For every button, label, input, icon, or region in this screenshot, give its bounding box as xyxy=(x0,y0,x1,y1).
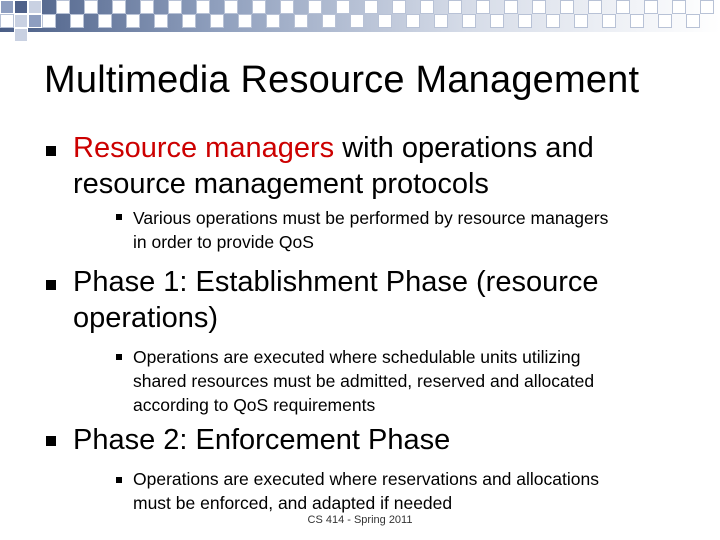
deco-square xyxy=(252,0,266,14)
sub-bullet-3-line-2: must be enforced, and adapted if needed xyxy=(133,493,453,513)
deco-square xyxy=(672,0,686,14)
deco-square xyxy=(476,0,490,14)
bullet-square-icon xyxy=(46,280,56,290)
slide-footer: CS 414 - Spring 2011 xyxy=(307,514,413,526)
deco-square xyxy=(560,0,574,14)
deco-square xyxy=(490,14,504,28)
deco-square xyxy=(14,14,28,28)
deco-square xyxy=(280,0,294,14)
deco-square xyxy=(616,0,630,14)
bullet-1-line-1 xyxy=(73,130,594,166)
deco-square xyxy=(448,0,462,14)
bullet-2-line-2: operations) xyxy=(73,302,219,334)
deco-square xyxy=(98,14,112,28)
bullet-1-highlight: Resource managers xyxy=(73,132,335,164)
deco-square xyxy=(196,0,210,14)
deco-square xyxy=(420,0,434,14)
deco-square xyxy=(28,0,42,14)
deco-square xyxy=(84,0,98,14)
sub-bullet-1-line-2: in order to provide QoS xyxy=(133,232,314,252)
sub-bullet-2-line-3: according to QoS requirements xyxy=(133,395,376,415)
bullet-2-line-1: Phase 1: Establishment Phase (resource xyxy=(73,266,599,298)
bullet-1-rest: with operations and xyxy=(334,132,594,164)
deco-square xyxy=(308,0,322,14)
sub-bullet-2-line-1: Operations are executed where schedulable units utilizing xyxy=(133,347,581,367)
deco-square xyxy=(700,0,714,14)
deco-square xyxy=(42,14,56,28)
deco-square xyxy=(266,14,280,28)
sub-bullet-1-line-1: Various operations must be performed by resource managers xyxy=(133,208,609,228)
deco-square xyxy=(434,14,448,28)
bullet-square-icon xyxy=(46,436,56,446)
deco-square xyxy=(364,0,378,14)
deco-square xyxy=(350,14,364,28)
deco-square xyxy=(28,14,42,28)
deco-square xyxy=(378,14,392,28)
deco-square xyxy=(322,14,336,28)
deco-square xyxy=(112,0,126,14)
deco-square xyxy=(588,0,602,14)
deco-square xyxy=(644,0,658,14)
deco-square xyxy=(504,0,518,14)
deco-square xyxy=(140,0,154,14)
bullet-1-line-2: resource management protocols xyxy=(73,168,489,200)
deco-square xyxy=(0,14,14,28)
deco-square xyxy=(518,14,532,28)
deco-square xyxy=(0,0,14,14)
deco-square xyxy=(336,0,350,14)
deco-square xyxy=(238,14,252,28)
deco-square xyxy=(630,14,644,28)
deco-square xyxy=(56,0,70,14)
deco-square xyxy=(70,14,84,28)
header-decoration xyxy=(0,0,720,48)
bullet-square-icon xyxy=(46,146,56,156)
deco-square xyxy=(182,14,196,28)
deco-square xyxy=(14,0,28,14)
deco-square xyxy=(210,14,224,28)
bullet-3-line-1: Phase 2: Enforcement Phase xyxy=(73,424,451,456)
sub-bullet-square-icon xyxy=(116,477,122,483)
sub-bullet-square-icon xyxy=(116,214,122,220)
deco-square xyxy=(532,0,546,14)
deco-square xyxy=(392,0,406,14)
sub-bullet-square-icon xyxy=(116,354,122,360)
deco-square xyxy=(546,14,560,28)
deco-square xyxy=(462,14,476,28)
deco-square xyxy=(658,14,672,28)
deco-square xyxy=(14,28,28,42)
deco-square xyxy=(224,0,238,14)
deco-square xyxy=(154,14,168,28)
sub-bullet-2-line-2: shared resources must be admitted, reserved and allocated xyxy=(133,371,595,391)
deco-square xyxy=(686,14,700,28)
deco-square xyxy=(602,14,616,28)
slide-title: Multimedia Resource Management xyxy=(44,59,640,101)
sub-bullet-3-line-1: Operations are executed where reservations and allocations xyxy=(133,469,599,489)
deco-square xyxy=(126,14,140,28)
deco-square xyxy=(406,14,420,28)
deco-square xyxy=(168,0,182,14)
deco-square xyxy=(574,14,588,28)
deco-square xyxy=(294,14,308,28)
